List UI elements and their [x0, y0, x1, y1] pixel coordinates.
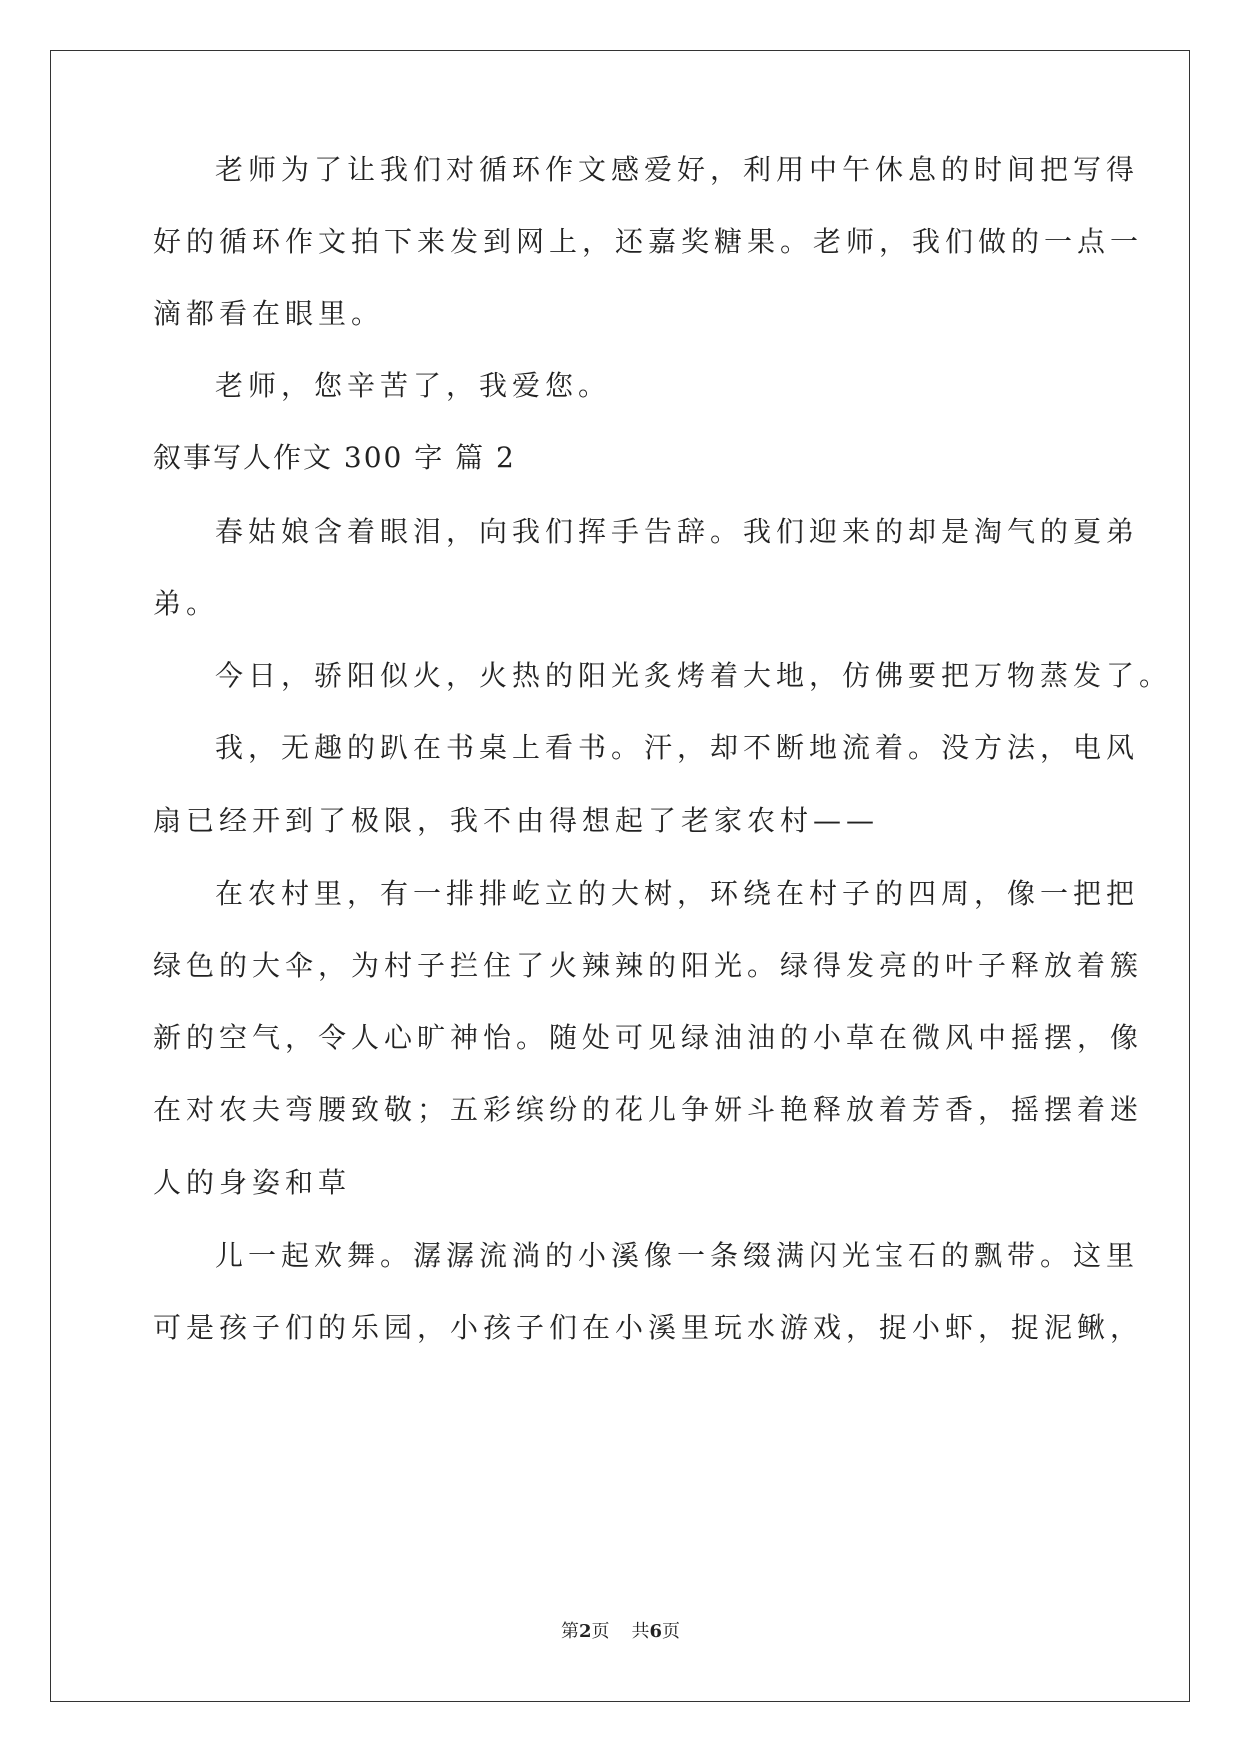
paragraph-line: 可是孩子们的乐园，小孩子们在小溪里玩水游戏，捉小虾，捉泥鳅， [153, 1311, 1144, 1344]
page-footer [0, 1620, 1241, 1644]
paragraph-line: 人的身姿和草 [153, 1166, 352, 1199]
footer-prefix: 第 [560, 1621, 579, 1642]
total-page-number: 6 [649, 1621, 663, 1642]
footer-page-suffix: 页 [591, 1621, 610, 1642]
paragraph-line: 老师，您辛苦了，我爱您。 [215, 369, 612, 402]
paragraph-line: 滴都看在眼里。 [153, 297, 385, 330]
paragraph-line: 绿色的大伞，为村子拦住了火辣辣的阳光。绿得发亮的叶子释放着簇 [153, 949, 1144, 982]
paragraph-line: 扇已经开到了极限，我不由得想起了老家农村—— [153, 804, 880, 837]
paragraph-line: 在对农夫弯腰致敬；五彩缤纷的花儿争妍斗艳释放着芳香，摇摆着迷 [153, 1093, 1144, 1126]
footer-total-prefix: 共 [631, 1621, 650, 1642]
footer-total-suffix: 页 [662, 1621, 681, 1642]
paragraph-line: 新的空气，令人心旷神怡。随处可见绿油油的小草在微风中摇摆，像 [153, 1021, 1144, 1054]
section-heading: 叙事写人作文 300 字 篇 2 [153, 441, 516, 474]
paragraph-line: 我，无趣的趴在书桌上看书。汗，却不断地流着。没方法，电风 [215, 731, 1140, 764]
paragraph-line: 好的循环作文拍下来发到网上，还嘉奖糖果。老师，我们做的一点一 [153, 225, 1144, 258]
paragraph-line: 今日，骄阳似火，火热的阳光炙烤着大地，仿佛要把万物蒸发了。 [215, 659, 1173, 692]
paragraph-line: 儿一起欢舞。潺潺流淌的小溪像一条缀满闪光宝石的飘带。这里 [215, 1239, 1140, 1272]
current-page-number: 2 [578, 1621, 592, 1642]
paragraph-line: 在农村里，有一排排屹立的大树，环绕在村子的四周，像一把把 [215, 877, 1140, 910]
paragraph-line: 春姑娘含着眼泪，向我们挥手告辞。我们迎来的却是淘气的夏弟 [215, 515, 1140, 548]
paragraph-line: 弟。 [153, 587, 220, 620]
paragraph-line: 老师为了让我们对循环作文感爱好，利用中午休息的时间把写得 [215, 153, 1140, 186]
